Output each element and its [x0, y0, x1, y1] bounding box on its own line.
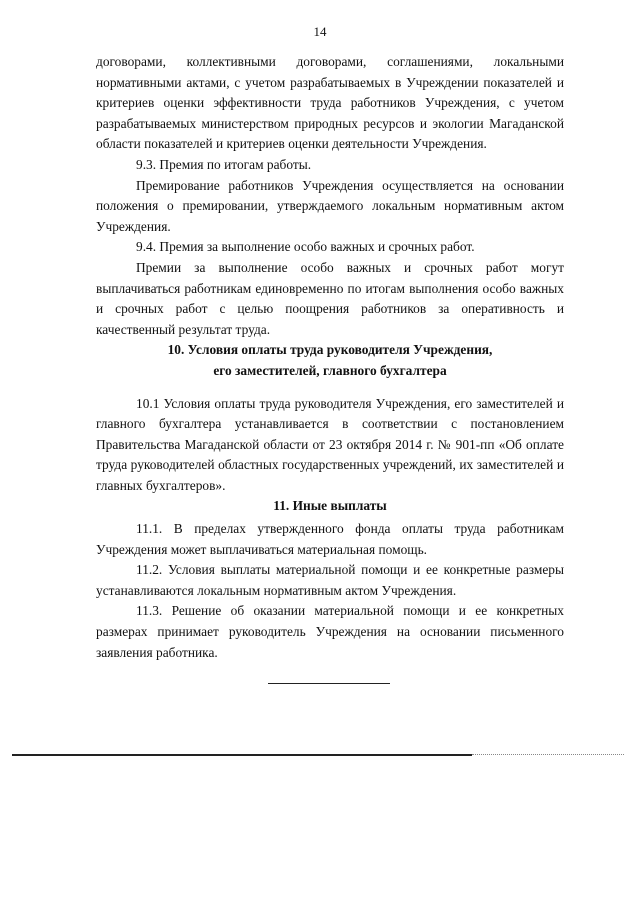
- section-11-heading: 11. Иные выплаты: [273, 498, 387, 514]
- paragraph-9-3-body: Премирование работников Учреждения осуществляется на основании положения о премировании, утверждаемого локальным нормативным актом Учреждения.: [96, 177, 564, 234]
- paragraph-9-4-body: Премии за выполнение особо важных и срочных работ могут выплачиваться работникам единовременно по итогам выполнения особо важных и срочных работ с целью поощрения работников за оперативность и качественный результат труда.: [96, 259, 564, 337]
- end-of-text-rule: [268, 683, 390, 684]
- document-body: [96, 52, 564, 663]
- page-bottom-rule-faded: [472, 754, 624, 755]
- paragraph-11-2: 11.2. Условия выплаты материальной помощи и ее конкретные размеры устанавливаются локальным нормативным актом Учреждения.: [96, 562, 564, 598]
- page-number: 14: [313, 24, 327, 39]
- paragraph-11-1: 11.1. В пределах утвержденного фонда оплаты труда работникам Учреждения может выплачиваться материальная помощь.: [96, 521, 564, 557]
- page-bottom-rule: [12, 754, 472, 756]
- paragraph-9-4-title: 9.4. Премия за выполнение особо важных и срочных работ.: [136, 239, 475, 255]
- paragraph-11-3: 11.3. Решение об оказании материальной помощи и ее конкретных размерах принимает руководитель Учреждения на основании письменного заявления работника.: [96, 603, 564, 660]
- section-10-heading-line2: его заместителей, главного бухгалтера: [213, 362, 447, 378]
- paragraph-continuation: договорами, коллективными договорами, соглашениями, локальными нормативными актами, с учетом разрабатываемых в Учреждении показателей и критериев оценки эффективности труда работников Учреждения, с учетом разрабатываемых министерством природных ресурсов и экологии Магаданской области показателей и критериев оценки деятельности Учреждения.: [96, 54, 564, 152]
- section-10-heading-line1: 10. Условия оплаты труда руководителя Учреждения,: [167, 342, 493, 358]
- paragraph-9-3-title: 9.3. Премия по итогам работы.: [136, 156, 312, 172]
- paragraph-10-1: 10.1 Условия оплаты труда руководителя Учреждения, его заместителей и главного бухгалтера устанавливается в соответствии с постановлением Правительства Магаданской области от 23 октября 2014 г. № 901-пп «Об оплате труда руководителей областных государственных учреждений, их заместителей и главных бухгалтеров».: [96, 395, 564, 493]
